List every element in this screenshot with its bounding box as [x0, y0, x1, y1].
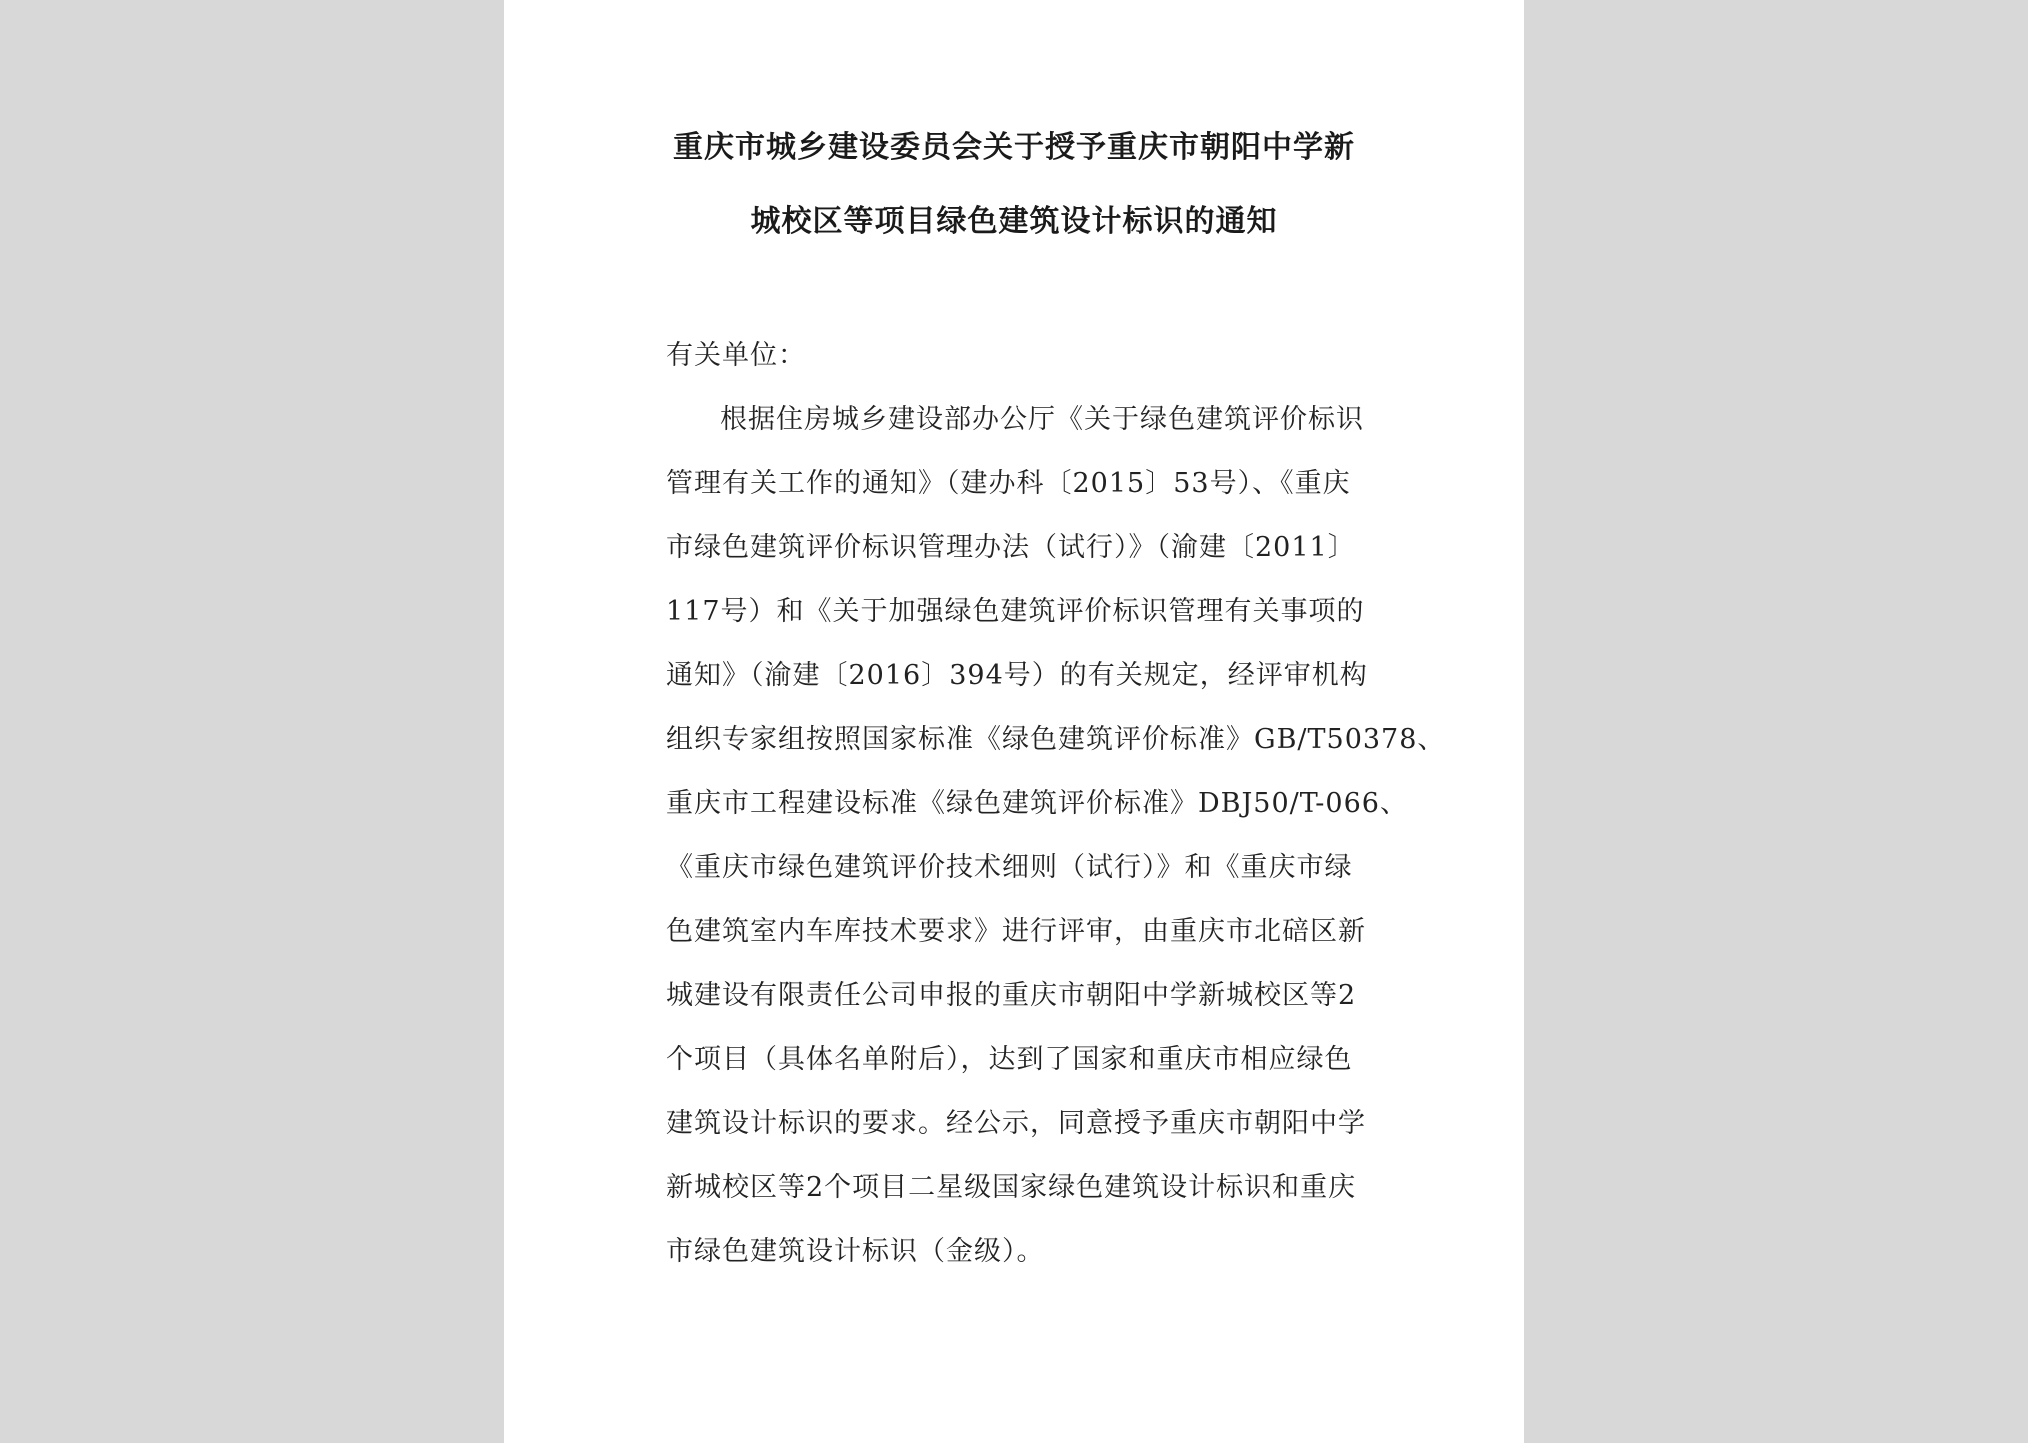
document-page [504, 0, 1524, 1443]
body-line: 个项目（具体名单附后），达到了国家和重庆市相应绿色 [666, 1044, 1353, 1075]
body-line: 建筑设计标识的要求。经公示，同意授予重庆市朝阳中学 [666, 1108, 1366, 1139]
body-line: 组织专家组按照国家标准《绿色建筑评价标准》GB/T50378、 [666, 724, 1446, 755]
body-line: 市绿色建筑设计标识（金级）。 [666, 1236, 1045, 1267]
body-line: 重庆市工程建设标准《绿色建筑评价标准》DBJ50/T-066、 [666, 788, 1408, 819]
body-line: 《重庆市绿色建筑评价技术细则（试行）》和《重庆市绿 [666, 852, 1353, 883]
body-line: 根据住房城乡建设部办公厅《关于绿色建筑评价标识 [720, 404, 1364, 435]
document-title-line-2: 城校区等项目绿色建筑设计标识的通知 [750, 204, 1278, 239]
body-line: 市绿色建筑评价标识管理办法（试行）》（渝建〔2011〕 [666, 532, 1356, 563]
salutation: 有关单位： [666, 340, 806, 371]
body-line: 管理有关工作的通知》（建办科〔2015〕53号）、《重庆 [666, 468, 1351, 499]
body-line: 117号）和《关于加强绿色建筑评价标识管理有关事项的 [666, 596, 1365, 627]
body-line: 通知》（渝建〔2016〕394号）的有关规定，经评审机构 [666, 660, 1368, 691]
body-line: 新城校区等2个项目二星级国家绿色建筑设计标识和重庆 [666, 1172, 1357, 1203]
document-title-line-1: 重庆市城乡建设委员会关于授予重庆市朝阳中学新 [673, 130, 1355, 165]
body-line: 色建筑室内车库技术要求》进行评审，由重庆市北碚区新 [666, 916, 1366, 947]
body-line: 城建设有限责任公司申报的重庆市朝阳中学新城校区等2 [666, 980, 1357, 1011]
